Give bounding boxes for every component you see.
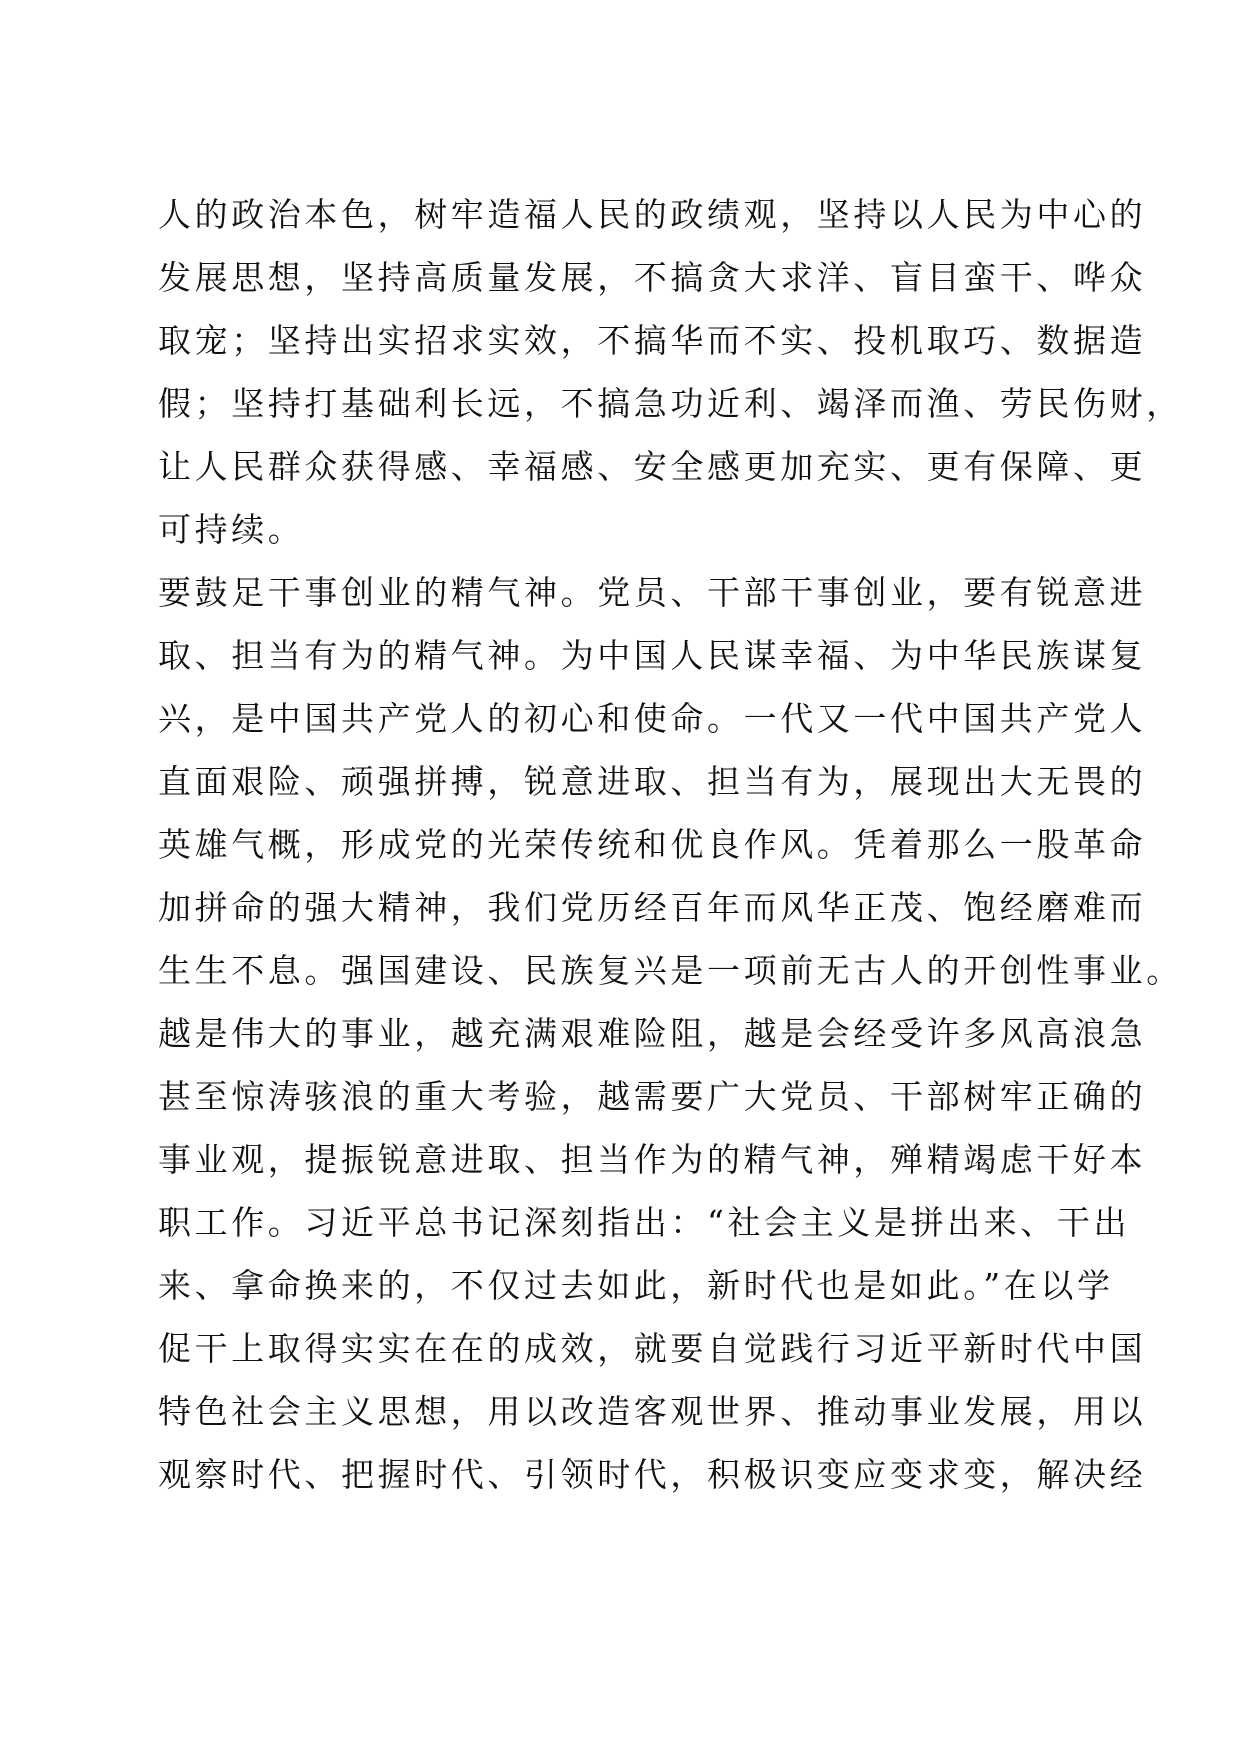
text-line: 假；坚持打基础利长远，不搞急功近利、竭泽而渔、劳民伤财， (158, 384, 1183, 423)
text-line: 取、担当有为的精气神。为中国人民谋幸福、为中华民族谋复 (158, 636, 1147, 675)
text-line: 生生不息。强国建设、民族复兴是一项前无古人的开创性事业。 (158, 951, 1183, 990)
text-line: 事业观，提振锐意进取、担当作为的精气神，殚精竭虑干好本 (158, 1140, 1147, 1179)
text-line: 取宠；坚持出实招求实效，不搞华而不实、投机取巧、数据造 (158, 321, 1147, 360)
text-line: 甚至惊涛骇浪的重大考验，越需要广大党员、干部树牢正确的 (158, 1077, 1147, 1116)
text-line: 加拼命的强大精神，我们党历经百年而风华正茂、饱经磨难而 (158, 888, 1147, 927)
text-line: 直面艰险、顽强拼搏，锐意进取、担当有为，展现出大无畏的 (158, 762, 1147, 801)
text-line: 职工作。习近平总书记深刻指出：“社会主义是拼出来、干出 (158, 1203, 1131, 1242)
text-line: 兴，是中国共产党人的初心和使命。一代又一代中国共产党人 (158, 699, 1147, 738)
text-line: 促干上取得实实在在的成效，就要自觉践行习近平新时代中国 (158, 1329, 1147, 1368)
text-line: 观察时代、把握时代、引领时代，积极识变应变求变，解决经 (158, 1455, 1147, 1494)
text-line: 可持续。 (158, 510, 305, 549)
text-line: 人的政治本色，树牢造福人民的政绩观，坚持以人民为中心的 (158, 195, 1147, 234)
text-line: 特色社会主义思想，用以改造客观世界、推动事业发展，用以 (158, 1392, 1147, 1431)
text-line: 来、拿命换来的，不仅过去如此，新时代也是如此。”在以学 (158, 1266, 1114, 1305)
text-line: 英雄气概，形成党的光荣传统和优良作风。凭着那么一股革命 (158, 825, 1147, 864)
text-line: 要鼓足干事创业的精气神。党员、干部干事创业，要有锐意进 (158, 573, 1147, 612)
text-line: 越是伟大的事业，越充满艰难险阻，越是会经受许多风高浪急 (158, 1014, 1147, 1053)
body-text (158, 183, 1183, 1506)
text-line: 发展思想，坚持高质量发展，不搞贪大求洋、盲目蛮干、哗众 (158, 258, 1147, 297)
text-line: 让人民群众获得感、幸福感、安全感更加充实、更有保障、更 (158, 447, 1147, 486)
